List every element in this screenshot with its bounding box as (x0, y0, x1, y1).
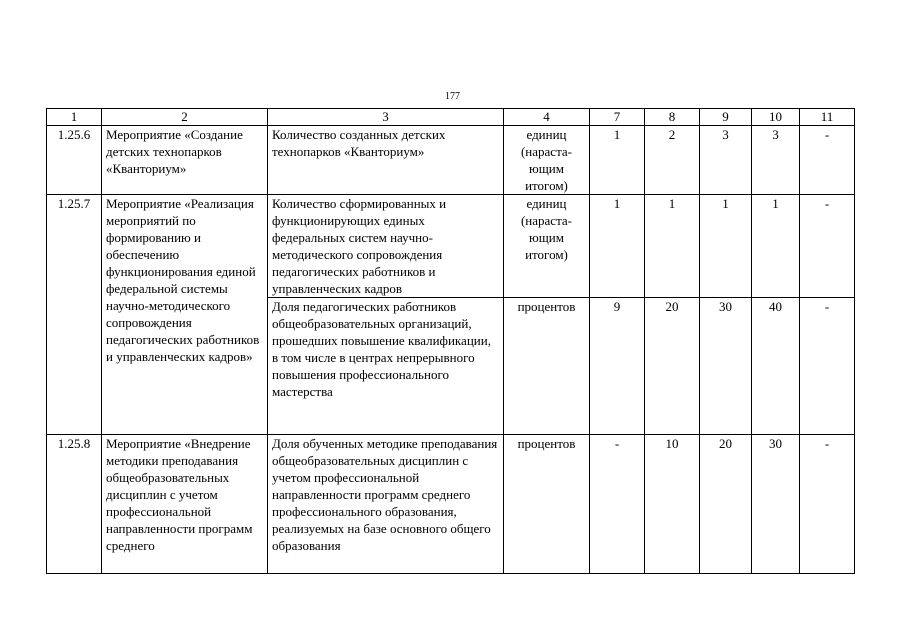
column-header: 2 (102, 109, 268, 126)
value-cell: 1 (700, 195, 752, 298)
event-cell: Мероприятие «Создание детских технопарков «Кванториум» (102, 126, 268, 195)
unit-cell: единиц (нараста-ющим итогом) (504, 195, 590, 298)
row-number: 1.25.7 (47, 195, 102, 435)
table-header-row (47, 109, 855, 126)
indicator-cell: Доля педагогических работников общеобразовательных организаций, прошедших повышение квалификации, в том числе в центрах непрерывного повышения профессионального мастерства (268, 298, 504, 435)
value-cell: 3 (700, 126, 752, 195)
value-cell: 1 (590, 195, 645, 298)
table-row (47, 435, 855, 574)
column-header: 8 (645, 109, 700, 126)
value-cell: - (800, 126, 855, 195)
event-cell: Мероприятие «Реализация мероприятий по формированию и обеспечению функционирования единой федеральной системы научно-методического сопровождения педагогических работников и управленческих кадров» (102, 195, 268, 435)
value-cell: 1 (752, 195, 800, 298)
event-cell (102, 435, 268, 574)
value-cell: 9 (590, 298, 645, 435)
event-text: Мероприятие «Внедрение методики преподавания общеобразовательных дисциплин с учетом профессиональной направленности программ среднего (106, 436, 253, 553)
column-header: 4 (504, 109, 590, 126)
column-header: 3 (268, 109, 504, 126)
value-cell: 30 (700, 298, 752, 435)
value-cell: 3 (752, 126, 800, 195)
indicator-cell (268, 435, 504, 574)
unit-cell: процентов (504, 298, 590, 435)
indicators-table (46, 108, 855, 574)
value-cell: - (590, 435, 645, 574)
indicator-text: Доля обученных методике преподавания общеобразовательных дисциплин с учетом профессиональной направленности программ среднего профессионального образования, реализуемых на базе основного общего образования (272, 436, 498, 553)
table-row (47, 195, 855, 298)
value-cell: - (800, 298, 855, 435)
indicator-cell: Количество сформированных и функционирующих единых федеральных систем научно-методического сопровождения педагогических работников и управленческих кадров (268, 195, 504, 298)
value-cell: 30 (752, 435, 800, 574)
value-cell: 20 (700, 435, 752, 574)
value-cell: 1 (590, 126, 645, 195)
table-row (47, 126, 855, 195)
value-cell: - (800, 435, 855, 574)
row-number: 1.25.8 (47, 435, 102, 574)
value-cell: 10 (645, 435, 700, 574)
column-header: 10 (752, 109, 800, 126)
value-cell: 20 (645, 298, 700, 435)
value-cell: - (800, 195, 855, 298)
value-cell: 1 (645, 195, 700, 298)
value-cell: 40 (752, 298, 800, 435)
column-header: 7 (590, 109, 645, 126)
unit-cell: единиц (нараста-ющим итогом) (504, 126, 590, 195)
unit-cell: процентов (504, 435, 590, 574)
column-header: 11 (800, 109, 855, 126)
value-cell: 2 (645, 126, 700, 195)
indicator-cell: Количество созданных детских технопарков «Кванториум» (268, 126, 504, 195)
row-number: 1.25.6 (47, 126, 102, 195)
column-header: 1 (47, 109, 102, 126)
page-number: 177 (445, 91, 460, 102)
column-header: 9 (700, 109, 752, 126)
